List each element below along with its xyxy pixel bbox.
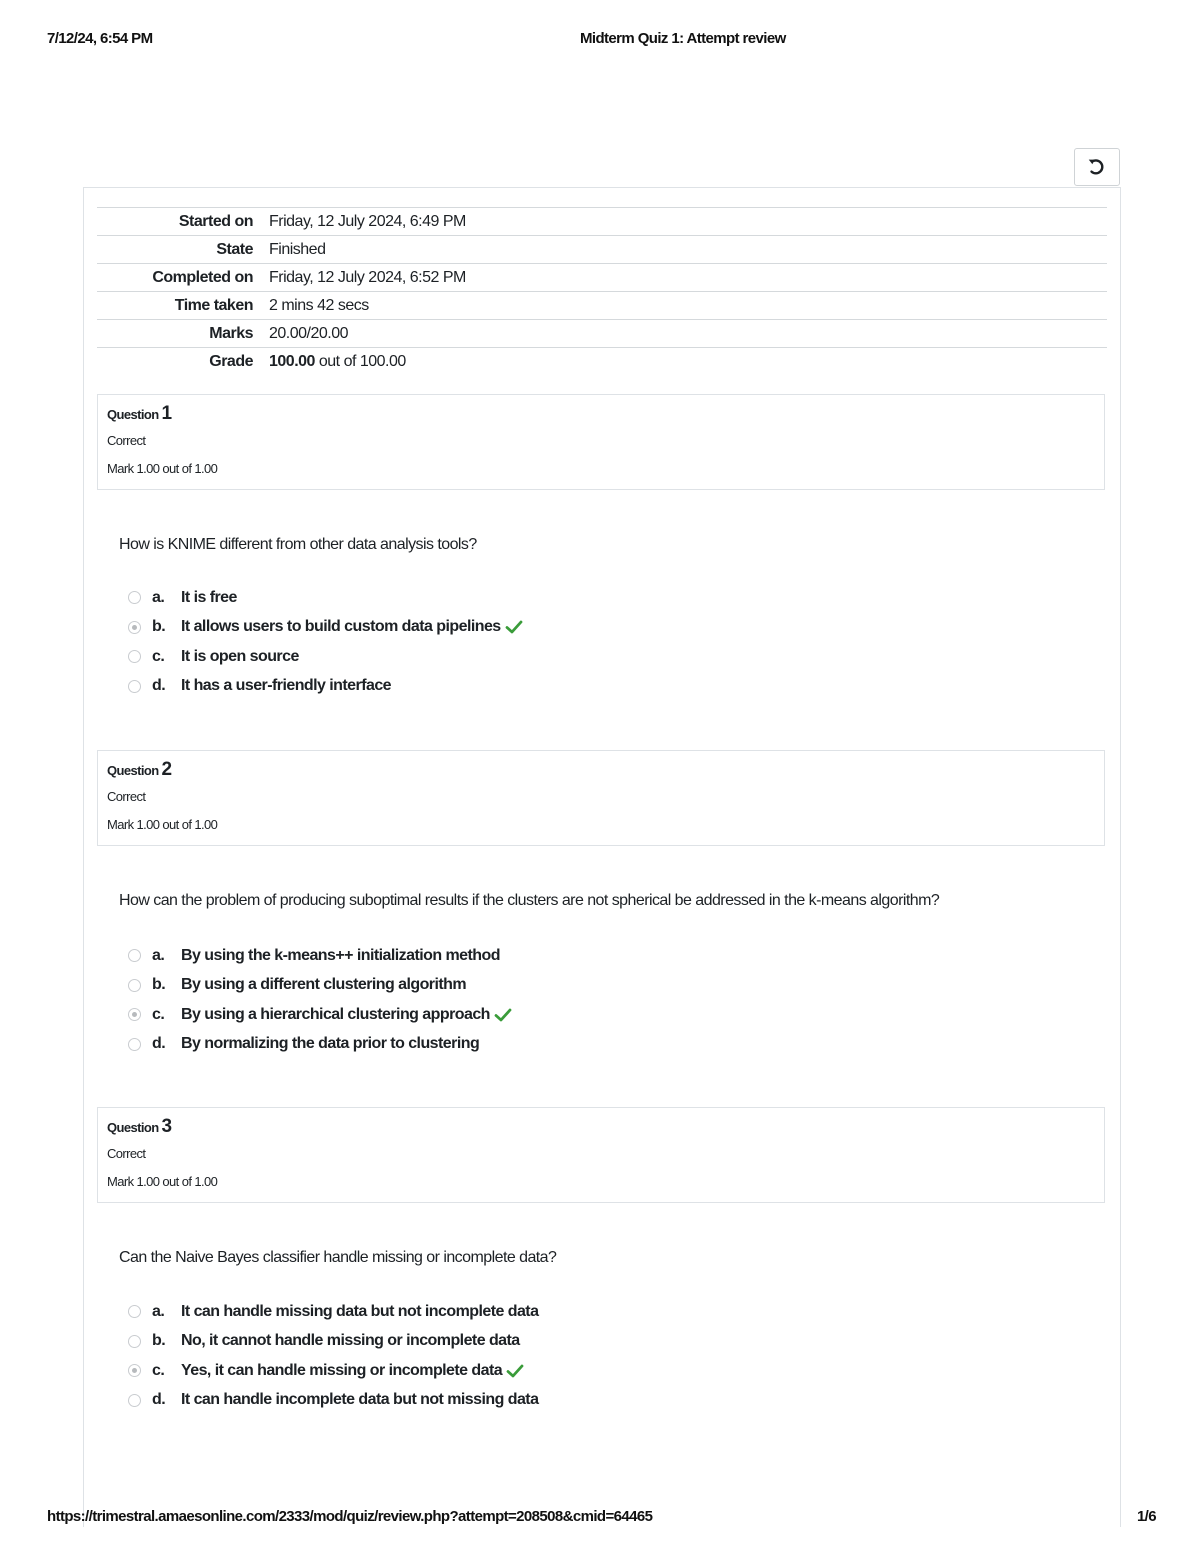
- answer-radio[interactable]: [128, 1335, 141, 1348]
- answer-option[interactable]: [128, 1297, 1028, 1327]
- question-state: Correct: [107, 789, 146, 804]
- answer-letter: c.: [152, 1005, 165, 1023]
- question-number-value: 3: [161, 1116, 172, 1137]
- summary-row: [97, 264, 1107, 292]
- answer-text: By using a hierarchical clustering approach: [181, 1005, 490, 1023]
- attempt-summary-table: [97, 207, 1107, 376]
- question-state: Correct: [107, 1146, 146, 1161]
- summary-label: Marks: [209, 324, 253, 342]
- answer-radio[interactable]: [128, 1305, 141, 1318]
- answer-letter: a.: [152, 1302, 165, 1320]
- question-label: Question: [107, 407, 159, 422]
- answer-letter: c.: [152, 1361, 165, 1379]
- undo-icon: [1086, 156, 1108, 178]
- answer-option[interactable]: [128, 613, 1028, 643]
- summary-label: Completed on: [152, 268, 253, 286]
- question-text-1: How is KNIME different from other data analysis tools?: [119, 536, 477, 553]
- summary-row: [97, 236, 1107, 264]
- summary-value: Finished: [269, 240, 326, 258]
- grade-value: 100.00: [269, 352, 315, 370]
- question-number: [107, 759, 172, 781]
- answer-list-3: [128, 1297, 1028, 1415]
- answer-text: Yes, it can handle missing or incomplete data: [181, 1361, 503, 1379]
- summary-value: 20.00/20.00: [269, 324, 349, 342]
- answer-letter: a.: [152, 588, 165, 606]
- answer-radio-selected[interactable]: [128, 1364, 141, 1377]
- answer-letter: d.: [152, 677, 166, 695]
- print-footer: [47, 1508, 1156, 1528]
- answer-radio[interactable]: [128, 591, 141, 604]
- answer-radio[interactable]: [128, 949, 141, 962]
- summary-label: State: [216, 240, 253, 258]
- answer-letter: a.: [152, 946, 165, 964]
- answer-option[interactable]: [128, 1030, 1028, 1060]
- answer-option[interactable]: [128, 1356, 1028, 1386]
- question-mark: Mark 1.00 out of 1.00: [107, 461, 218, 476]
- answer-radio[interactable]: [128, 979, 141, 992]
- answer-radio[interactable]: [128, 1038, 141, 1051]
- answer-letter: d.: [152, 1035, 166, 1053]
- answer-radio[interactable]: [128, 650, 141, 663]
- answer-text: No, it cannot handle missing or incomplete data: [181, 1332, 520, 1350]
- answer-list-2: [128, 941, 1028, 1059]
- answer-option[interactable]: [128, 583, 1028, 613]
- answer-radio[interactable]: [128, 680, 141, 693]
- answer-option[interactable]: [128, 1000, 1028, 1030]
- answer-radio[interactable]: [128, 1394, 141, 1407]
- summary-label: Time taken: [174, 296, 253, 314]
- answer-text: It can handle incomplete data but not missing data: [181, 1391, 539, 1409]
- print-date: 7/12/24, 6:54 PM: [47, 30, 153, 47]
- question-info-2: [97, 750, 1105, 846]
- answer-text: It has a user-friendly interface: [181, 677, 392, 695]
- question-number-value: 2: [161, 759, 172, 780]
- answer-option[interactable]: [128, 941, 1028, 971]
- summary-value: 2 mins 42 secs: [269, 296, 369, 314]
- answer-option[interactable]: [128, 1386, 1028, 1416]
- summary-row: [97, 292, 1107, 320]
- answer-letter: c.: [152, 647, 165, 665]
- answer-letter: b.: [152, 1332, 166, 1350]
- summary-label: Grade: [209, 352, 253, 370]
- check-icon: [506, 1362, 524, 1380]
- question-label: Question: [107, 1120, 159, 1135]
- restore-button[interactable]: [1074, 148, 1120, 186]
- question-text-3: Can the Naive Bayes classifier handle missing or incomplete data?: [119, 1249, 557, 1266]
- answer-text: By normalizing the data prior to clustering: [181, 1035, 480, 1053]
- summary-row: [97, 320, 1107, 348]
- answer-option[interactable]: [128, 1327, 1028, 1357]
- summary-value: [269, 348, 1107, 376]
- answer-list-1: [128, 583, 1028, 701]
- answer-radio-selected[interactable]: [128, 621, 141, 634]
- summary-value: Friday, 12 July 2024, 6:49 PM: [269, 212, 466, 230]
- question-info-3: [97, 1107, 1105, 1203]
- question-state: Correct: [107, 433, 146, 448]
- answer-option[interactable]: [128, 672, 1028, 702]
- question-text-2: How can the problem of producing suboptimal results if the clusters are not spherical be addressed in the k-means algorithm?: [119, 892, 940, 909]
- print-title: Midterm Quiz 1: Attempt review: [580, 30, 786, 47]
- summary-row: [97, 208, 1107, 236]
- answer-text: It is open source: [181, 647, 299, 665]
- answer-text: It is free: [181, 588, 237, 606]
- answer-letter: d.: [152, 1391, 166, 1409]
- check-icon: [505, 618, 523, 636]
- question-mark: Mark 1.00 out of 1.00: [107, 1174, 218, 1189]
- answer-text: By using a different clustering algorithm: [181, 976, 467, 994]
- answer-option[interactable]: [128, 642, 1028, 672]
- summary-row: [97, 348, 1107, 376]
- print-page-number: 1/6: [1136, 1508, 1156, 1525]
- answer-letter: b.: [152, 976, 166, 994]
- question-number-value: 1: [161, 403, 172, 424]
- print-url: https://trimestral.amaesonline.com/2333/mod/quiz/review.php?attempt=208508&cmid=64465: [47, 1508, 653, 1525]
- question-number: [107, 1116, 172, 1138]
- answer-option[interactable]: [128, 971, 1028, 1001]
- print-header: [47, 30, 1153, 50]
- question-label: Question: [107, 763, 159, 778]
- grade-out-of: out of 100.00: [314, 352, 406, 370]
- answer-text: It can handle missing data but not incomplete data: [181, 1302, 539, 1320]
- answer-radio-selected[interactable]: [128, 1008, 141, 1021]
- summary-value: Friday, 12 July 2024, 6:52 PM: [269, 268, 466, 286]
- answer-letter: b.: [152, 618, 166, 636]
- check-icon: [494, 1006, 512, 1024]
- answer-text: By using the k-means++ initialization method: [181, 946, 500, 964]
- question-info-1: [97, 394, 1105, 490]
- question-number: [107, 403, 172, 425]
- answer-text: It allows users to build custom data pipelines: [181, 618, 501, 636]
- summary-label: Started on: [178, 212, 253, 230]
- question-mark: Mark 1.00 out of 1.00: [107, 817, 218, 832]
